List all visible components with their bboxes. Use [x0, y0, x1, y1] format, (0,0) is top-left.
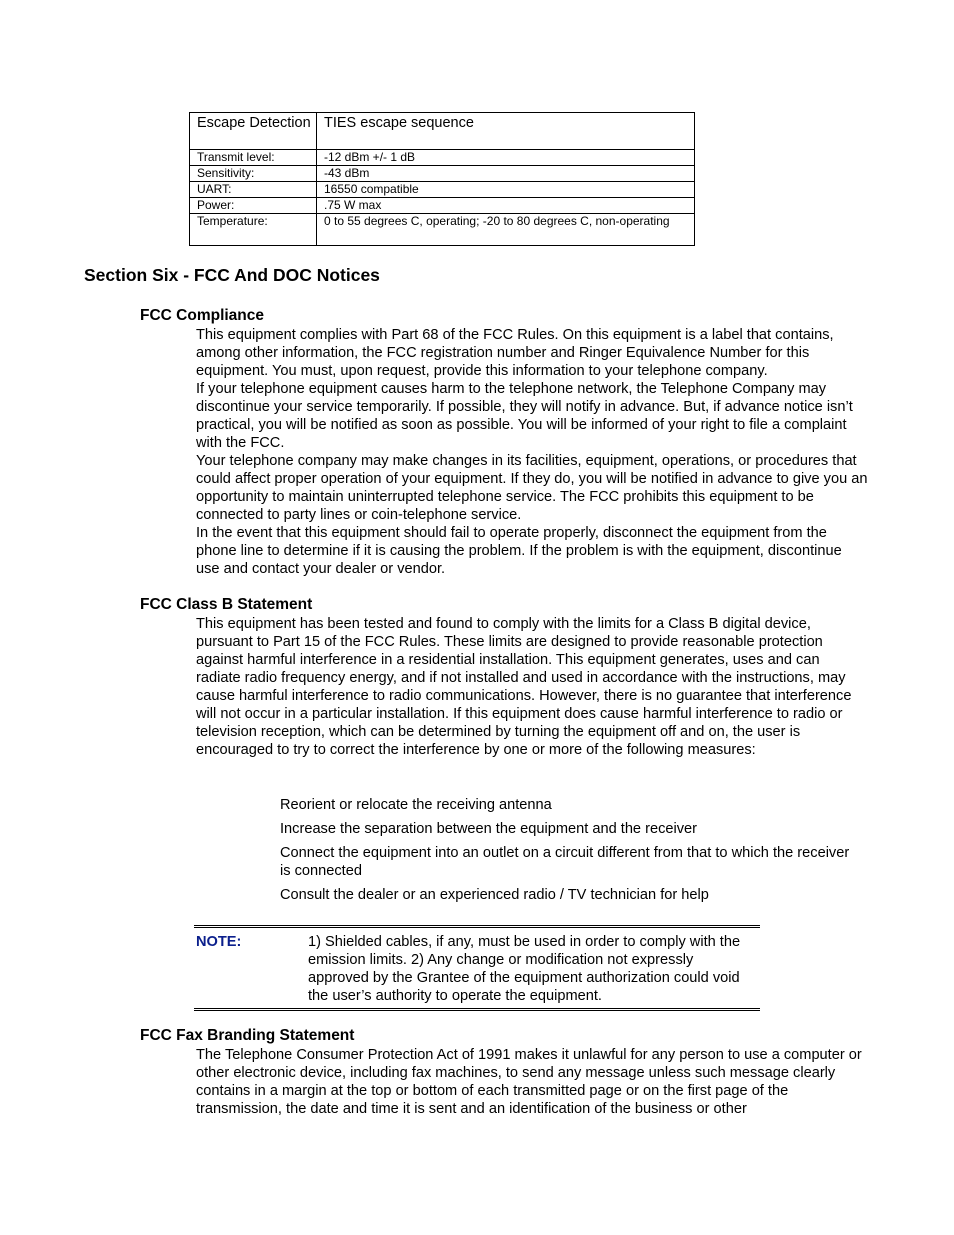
spec-label: Power: — [190, 198, 317, 214]
spec-label: Transmit level: — [190, 150, 317, 166]
paragraph: In the event that this equipment should fail to operate properly, disconnect the equipment from the phone line to determine if it is causing the problem. If the problem is with the equipment, discontinue use and contact your dealer or vendor. — [196, 525, 842, 577]
list-item: Increase the separation between the equipment and the receiver — [280, 821, 698, 837]
list-item: Reorient or relocate the receiving antenna — [280, 797, 552, 813]
spec-label: UART: — [190, 182, 317, 198]
table-row — [190, 198, 695, 214]
paragraph: Your telephone company may make changes in its facilities, equipment, operations, or procedures that could affect proper operation of your equipment. If they do, you will be notified in advance to give you an opportunity to maintain uninterrupted telephone service. The FCC prohibits this equipment to be connected to party lines or coin-telephone service. — [196, 453, 868, 523]
table-row — [190, 214, 695, 246]
table-row — [190, 113, 695, 150]
fcc-class-b-body — [196, 615, 868, 759]
list-item: Consult the dealer or an experienced radio / TV technician for help — [280, 887, 709, 903]
spec-value: 16550 compatible — [317, 182, 695, 198]
spec-value: -43 dBm — [317, 166, 695, 182]
spec-value: -12 dBm +/- 1 dB — [317, 150, 695, 166]
note-label: NOTE: — [196, 934, 242, 950]
spec-label: Sensitivity: — [190, 166, 317, 182]
section-title: Section Six - FCC And DOC Notices — [84, 265, 380, 285]
spec-value: 0 to 55 degrees C, operating; -20 to 80 degrees C, non-operating — [317, 214, 695, 246]
fcc-compliance-heading: FCC Compliance — [140, 307, 265, 324]
paragraph: This equipment has been tested and found to comply with the limits for a Class B digital device, pursuant to Part 15 of the FCC Rules. These limits are designed to provide reasonable protection against harmful interference in a residential installation. This equipment generates, uses and can radiate radio frequency energy, and if not installed and used in accordance with the instructions, may cause harmful interference to radio communications. However, there is no guarantee that interference will not occur in a particular installation. If this equipment does cause harmful interference to radio or television reception, which can be determined by turning the equipment off and on, the user is encouraged to try to correct the interference by one or more of the following measures: — [196, 616, 852, 758]
fax-branding-body — [196, 1046, 868, 1118]
spec-label: Escape Detection — [190, 113, 317, 150]
spec-label: Temperature: — [190, 214, 317, 246]
paragraph: The Telephone Consumer Protection Act of 1991 makes it unlawful for any person to use a computer or other electronic device, including fax machines, to send any message unless such message clearly contains in a margin at the top or bottom of each transmitted page or on the first page of the transmission, the date and time it is sent and an identification of the business or other — [196, 1047, 862, 1117]
fcc-class-b-heading: FCC Class B Statement — [140, 596, 313, 613]
spec-value: TIES escape sequence — [317, 113, 695, 150]
note-box — [194, 925, 760, 1011]
measures-list — [280, 796, 855, 910]
fax-branding-heading: FCC Fax Branding Statement — [140, 1027, 355, 1044]
list-item: Connect the equipment into an outlet on a circuit different from that to which the receiver is connected — [280, 845, 850, 879]
note-text: 1) Shielded cables, if any, must be used in order to comply with the emission limits. 2) Any change or modification not expressly approved by the Grantee of the equipment authorization could void the user’s authority to operate the equipment. — [308, 934, 741, 1004]
spec-value: .75 W max — [317, 198, 695, 214]
fcc-compliance-body — [196, 326, 868, 578]
paragraph: This equipment complies with Part 68 of the FCC Rules. On this equipment is a label that contains, among other information, the FCC registration number and Ringer Equivalence Number for this equipment. You must, upon request, provide this information to your telephone company. — [196, 327, 834, 379]
table-row — [190, 166, 695, 182]
spec-table — [189, 112, 695, 246]
table-row — [190, 150, 695, 166]
paragraph: If your telephone equipment causes harm to the telephone network, the Telephone Company may discontinue your service temporarily. If possible, they will notify in advance. But, if advance notice isn’t practical, you will be notified as soon as possible. You will be informed of your right to file a complaint with the FCC. — [196, 381, 853, 451]
table-row — [190, 182, 695, 198]
